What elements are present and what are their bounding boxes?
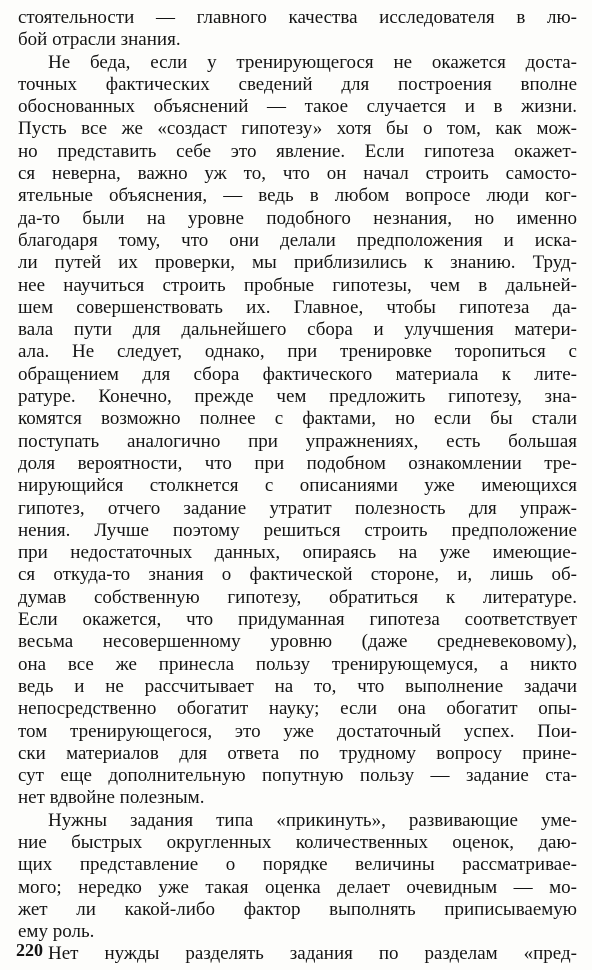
text-line: сут еще дополнительную попутную пользу — задание ста- xyxy=(18,765,577,787)
text-line: Пусть все же «создаст гипотезу» хотя бы о том, как мож- xyxy=(18,118,577,140)
text-line: гипотез, отчего задание утратит полезность для упраж- xyxy=(18,497,577,519)
text-line: Не беда, если у тренирующегося не окажется доста- xyxy=(48,51,577,73)
text-line: она все же принесла пользу тренирующемуся, а никто xyxy=(18,653,577,675)
text-line: ли путей их проверки, мы приблизились к знанию. Труд- xyxy=(18,252,577,274)
text-line: ему роль. xyxy=(18,921,95,943)
text-line: ние быстрых округленных количественных оценок, даю- xyxy=(18,831,577,853)
text-line: стоятельности — главного качества исследователя в лю- xyxy=(18,7,577,28)
text-line: нирующийся столкнется с описаниями уже имеющихся xyxy=(18,475,577,497)
text-line: Нет нужды разделять задания по разделам «пред- xyxy=(48,943,577,965)
text-line: обоснованных объяснений — такое случается и в жизни. xyxy=(18,96,577,118)
text-line: Нужны задания типа «прикинуть», развивающие уме- xyxy=(48,809,577,831)
text-line: ся откуда-то знания о фактической стороне, и, лишь об- xyxy=(18,564,577,586)
text-line: ся неверна, важно уж то, что он начал строить самосто- xyxy=(18,163,577,185)
text-line: жет ли какой-либо фактор выполнять приписываемую xyxy=(18,898,577,920)
page-number: 220 xyxy=(16,940,43,960)
text-line: при недостаточных данных, опираясь на уже имеющие- xyxy=(18,542,577,564)
body-text xyxy=(18,7,577,966)
text-line: вала пути для дальнейшего сбора и улучшения матери- xyxy=(18,319,577,341)
text-line: ведь и не рассчитывает на то, что выполнение задачи xyxy=(18,675,577,697)
text-line: ятельные объяснения, — ведь в любом вопросе люди ког- xyxy=(18,185,577,207)
text-line: том тренирующегося, это уже достаточный успех. Пои- xyxy=(18,720,577,742)
text-line: весьма несовершенному уровню (даже средневековому), xyxy=(18,631,577,653)
text-line: думав собственную гипотезу, обратиться к литературе. xyxy=(18,586,577,608)
text-line: благодаря тому, что они делали предположения и иска- xyxy=(18,229,577,251)
text-line: доля вероятности, что при подобном ознакомлении тре- xyxy=(18,452,577,474)
text-line: ски материалов для ответа по трудному вопросу прине- xyxy=(18,742,577,764)
text-line: но представить себе это явление. Если гипотеза окажет- xyxy=(18,140,577,162)
text-line: бой отрасли знания. xyxy=(18,29,181,51)
text-line: обращением для сбора фактического материала к лите- xyxy=(18,363,577,385)
text-line: комятся возможно полнее с фактами, но если бы стали xyxy=(18,408,577,430)
text-line: поступать аналогично при упражнениях, есть большая xyxy=(18,430,577,452)
text-line: нее научиться строить пробные гипотезы, чем в дальней- xyxy=(18,274,577,296)
text-line: ратуре. Конечно, прежде чем предложить гипотезу, зна- xyxy=(18,386,577,408)
text-line: точных фактических сведений для построения вполне xyxy=(18,73,577,95)
text-line: ала. Не следует, однако, при тренировке торопиться с xyxy=(18,341,577,363)
text-line: Если окажется, что придуманная гипотеза соответствует xyxy=(18,609,577,631)
text-line: нения. Лучше поэтому решиться строить предположение xyxy=(18,519,577,541)
text-line: непосредственно обогатит науку; если она обогатит опы- xyxy=(18,698,577,720)
text-line: шем совершенствовать их. Главное, чтобы гипотеза да- xyxy=(18,296,577,318)
text-line: нет вдвойне полезным. xyxy=(18,787,205,809)
text-line: да-то были на уровне подобного незнания, но именно xyxy=(18,207,577,229)
text-line: мого; нередко уже такая оценка делает очевидным — мо- xyxy=(18,876,577,898)
text-line: щих представление о порядке величины рассматривае- xyxy=(18,854,577,876)
